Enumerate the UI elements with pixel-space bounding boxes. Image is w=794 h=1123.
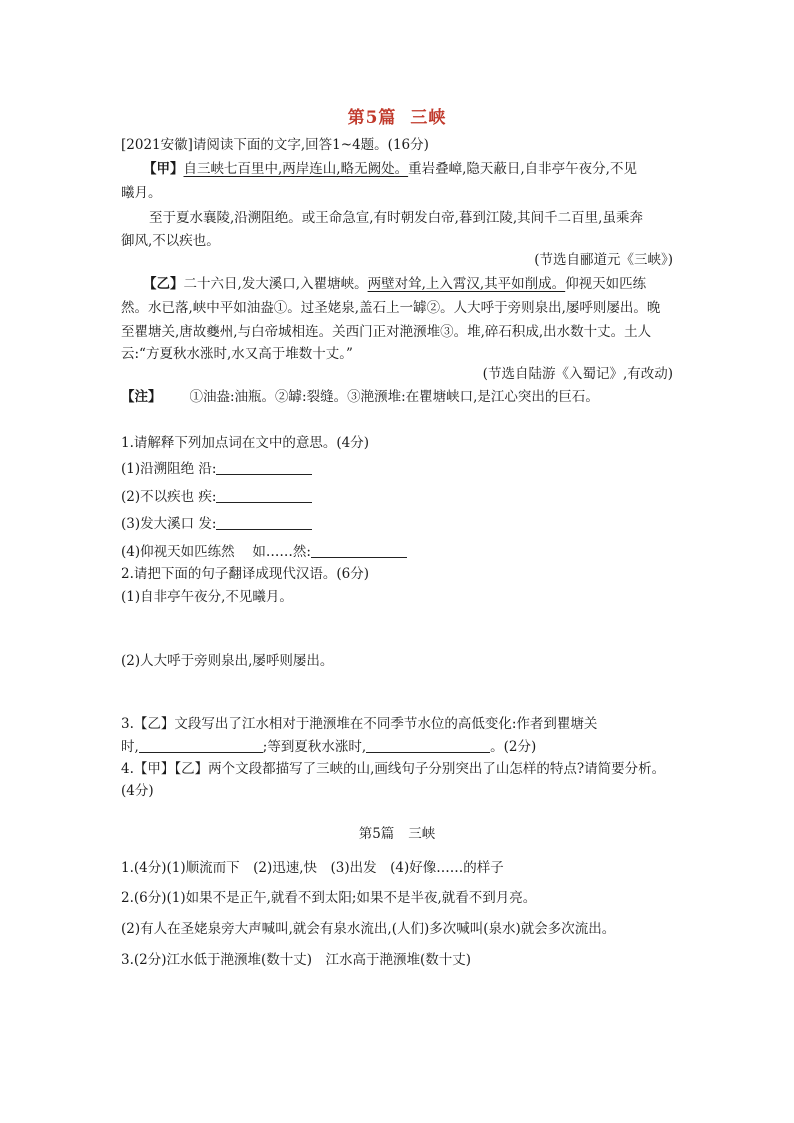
q1-item-2: (2)不以疾也 疾:	[121, 485, 312, 505]
q2-item-2: (2)人大呼于旁则泉出,屡呼则屡出。	[121, 653, 334, 669]
q3-line2: 时, ;等到夏秋水涨时, 。(2分)	[121, 739, 537, 755]
passage-yi-line3: 至瞿塘关,唐故夔州,与白帝城相连。关西门正对滟滪堆③。堆,碎石积成,出水数十丈。土人	[121, 324, 652, 340]
answer-1: 1.(4分)(1)顺流而下 (2)迅速,快 (3)出发 (4)好像……的样子	[121, 860, 504, 876]
passage-jia-mark: 【甲】	[143, 161, 184, 177]
answer-blank[interactable]	[216, 488, 312, 503]
q4-line1: 4.【甲】【乙】两个文段都描写了三峡的山,画线句子分别突出了山怎样的特点?请简要分析。	[121, 761, 666, 777]
q1-item-1: (1)沿溯阻绝 沿:	[121, 457, 312, 477]
q1-item-4: (4)仰视天如匹练然 如……然:	[121, 540, 407, 560]
note-text: ①油盎:油瓶。②罅:裂缝。③滟滪堆:在瞿塘峡口,是江心突出的巨石。	[189, 389, 599, 405]
passage-jia-text: 重岩叠嶂,隐天蔽日,自非亭午夜分,不见	[408, 161, 637, 177]
answer-2-2: (2)有人在圣姥泉旁大声喊叫,就会有泉水流出,(人们)多次喊叫(泉水)就会多次流出。	[121, 921, 616, 937]
passage-jia-line2: 曦月。	[121, 185, 162, 201]
passage-yi-mark: 【乙】	[143, 276, 184, 292]
title-number: 第5篇	[347, 108, 397, 128]
note-label: 【注】	[121, 389, 162, 405]
answer-2-1: 2.(6分)(1)如果不是正午,就看不到太阳;如果不是半夜,就看不到月亮。	[121, 890, 537, 906]
answer-blank[interactable]	[216, 460, 312, 475]
passage-yi-line4: 云:“方夏秋水涨时,水又高于堆数十丈。”	[121, 346, 353, 362]
answer-blank[interactable]	[366, 738, 490, 753]
passage-yi-text-pre: 二十六日,发大溪口,入瞿塘峡。	[183, 276, 368, 292]
passage-jia-underlined: 自三峡七百里中,两岸连山,略无阙处。	[183, 161, 409, 177]
q4-line2: (4分)	[121, 783, 154, 799]
answer-blank[interactable]	[311, 543, 407, 558]
title-text: 三峡	[410, 108, 447, 128]
q2-stem: 2.请把下面的句子翻译成现代汉语。(6分)	[121, 566, 370, 582]
answer-title: 第5篇 三峡	[358, 826, 436, 842]
passage-yi-text-post: 仰视天如匹练	[565, 276, 647, 292]
passage-yi-source: (节选自陆游《入蜀记》,有改动)	[482, 366, 673, 382]
answer-blank[interactable]	[139, 738, 263, 753]
answer-3: 3.(2分)江水低于滟滪堆(数十丈) 江水高于滟滪堆(数十丈)	[121, 952, 472, 968]
q1-stem: 1.请解释下列加点词在文中的意思。(4分)	[121, 435, 370, 451]
note-line	[121, 385, 599, 405]
passage-jia-line1	[143, 157, 637, 177]
passage-jia-para2-line1: 至于夏水襄陵,沿溯阻绝。或王命急宣,有时朝发白帝,暮到江陵,其间千二百里,虽乘奔	[149, 210, 643, 226]
passage-jia-source: (节选自郦道元《三峡》)	[534, 252, 673, 268]
passage-yi-line2: 然。水已落,峡中平如油盎①。过圣姥泉,盖石上一罅②。人大呼于旁则泉出,屡呼则屡出。晚	[121, 300, 661, 316]
q3-line1: 3.【乙】文段写出了江水相对于滟滪堆在不同季节水位的高低变化:作者到瞿塘关	[121, 716, 598, 732]
passage-yi-underlined: 两壁对耸,上入霄汉,其平如削成。	[367, 276, 566, 292]
passage-yi-line1	[143, 272, 646, 292]
passage-jia-para2-line2: 御风,不以疾也。	[121, 233, 220, 249]
answer-blank[interactable]	[216, 515, 312, 530]
q2-item-1: (1)自非亭午夜分,不见曦月。	[121, 589, 293, 605]
q1-item-3: (3)发大溪口 发:	[121, 512, 312, 532]
intro-line: [2021安徽]请阅读下面的文字,回答1~4题。(16分)	[121, 137, 429, 153]
page-title	[0, 103, 794, 128]
